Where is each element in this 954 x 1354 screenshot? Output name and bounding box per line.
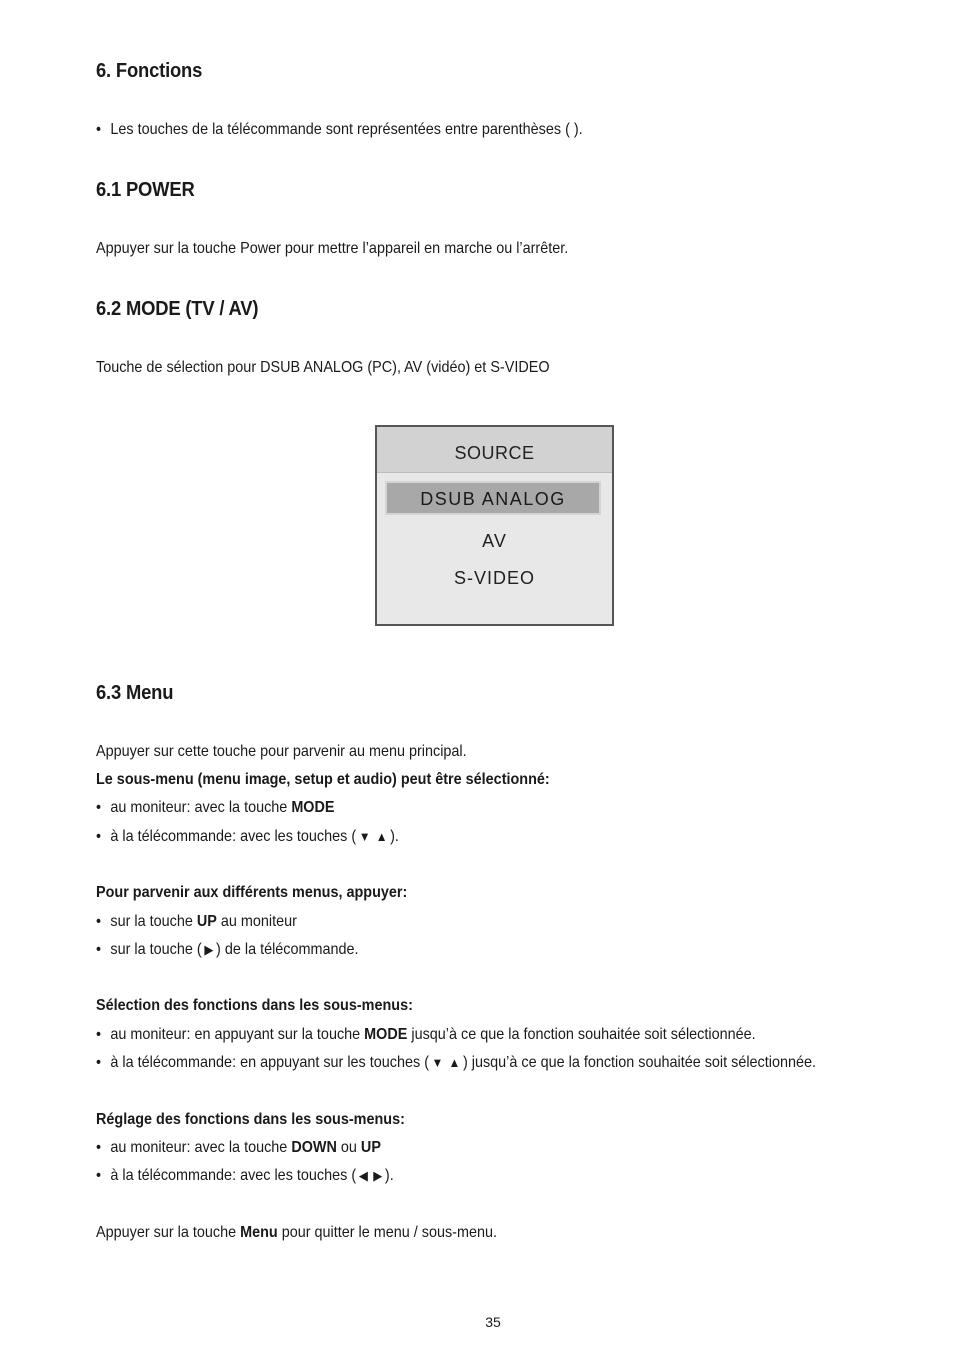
submenu-heading: Le sous-menu (menu image, setup et audio) peut être sélectionné: bbox=[96, 771, 550, 788]
arrow-up-icon: ▲ bbox=[375, 829, 388, 844]
adjust-bullet-remote bbox=[96, 1167, 394, 1185]
text: ) jusqu’à ce que la fonction souhaitée soit sélectionnée. bbox=[462, 1054, 816, 1071]
key-up: UP bbox=[360, 1139, 381, 1156]
text: ) de la télécommande. bbox=[216, 941, 359, 958]
submenu-bullet-monitor bbox=[96, 799, 335, 817]
osd-item-svideo: S-VIDEO bbox=[453, 568, 535, 588]
mode-text: Touche de sélection pour DSUB ANALOG (PC), AV (vidéo) et S-VIDEO bbox=[96, 359, 550, 376]
arrow-right-icon: ▶ bbox=[204, 942, 214, 957]
menu-outro bbox=[96, 1224, 497, 1242]
source-osd-menu bbox=[375, 425, 614, 626]
menus-bullet-remote bbox=[96, 941, 359, 959]
bullet-text: Les touches de la télécommande sont représentées entre parenthèses ( ). bbox=[110, 121, 583, 138]
bullet-remote-keys bbox=[96, 121, 583, 139]
osd-title: SOURCE bbox=[377, 427, 612, 473]
text: au moniteur: avec la touche bbox=[110, 799, 292, 816]
power-text: Appuyer sur la touche Power pour mettre l’appareil en marche ou l’arrêter. bbox=[96, 240, 569, 257]
section-title-fonctions: 6. Fonctions bbox=[96, 60, 203, 82]
arrow-down-icon: ▼ bbox=[358, 829, 371, 844]
adjust-bullet-monitor bbox=[96, 1139, 381, 1157]
selection-bullet-monitor bbox=[96, 1026, 756, 1044]
key-down: DOWN bbox=[291, 1139, 337, 1156]
arrow-down-icon: ▼ bbox=[431, 1055, 444, 1070]
text: Appuyer sur la touche bbox=[96, 1224, 241, 1241]
text: ). bbox=[390, 828, 399, 845]
text: à la télécommande: avec les touches ( bbox=[110, 828, 357, 845]
text: à la télécommande: avec les touches ( bbox=[110, 1167, 357, 1184]
key-up: UP bbox=[196, 913, 217, 930]
key-mode: MODE bbox=[291, 799, 335, 816]
text: pour quitter le menu / sous-menu. bbox=[277, 1224, 498, 1241]
menus-heading: Pour parvenir aux différents menus, appuyer: bbox=[96, 884, 408, 901]
text: ou bbox=[336, 1139, 361, 1156]
section-title-power: 6.1 POWER bbox=[96, 179, 195, 201]
menu-intro: Appuyer sur cette touche pour parvenir au menu principal. bbox=[96, 743, 467, 760]
selection-heading: Sélection des fonctions dans les sous-menus: bbox=[96, 997, 413, 1014]
text: sur la touche bbox=[110, 913, 197, 930]
text: sur la touche ( bbox=[110, 941, 202, 958]
key-menu: Menu bbox=[240, 1224, 278, 1241]
menus-bullet-monitor bbox=[96, 913, 297, 931]
section-title-mode: 6.2 MODE (TV / AV) bbox=[96, 298, 259, 320]
arrow-right-icon: ▶ bbox=[373, 1168, 383, 1183]
text: ). bbox=[384, 1167, 394, 1184]
arrow-left-icon: ◀ bbox=[358, 1168, 368, 1183]
page-number: 35 bbox=[485, 1314, 501, 1330]
adjust-heading: Réglage des fonctions dans les sous-menus: bbox=[96, 1111, 405, 1128]
osd-selected-item: DSUB ANALOG bbox=[385, 481, 601, 515]
arrow-up-icon: ▲ bbox=[448, 1055, 461, 1070]
text: au moniteur bbox=[216, 913, 297, 930]
submenu-bullet-remote bbox=[96, 828, 399, 846]
text: jusqu’à ce que la fonction souhaitée soit sélectionnée. bbox=[407, 1026, 756, 1043]
text: au moniteur: en appuyant sur la touche bbox=[110, 1026, 365, 1043]
key-mode: MODE bbox=[364, 1026, 408, 1043]
text: au moniteur: avec la touche bbox=[110, 1139, 292, 1156]
osd-item-av: AV bbox=[482, 531, 507, 551]
selection-bullet-remote bbox=[96, 1054, 816, 1072]
section-title-menu: 6.3 Menu bbox=[96, 682, 174, 704]
text: à la télécommande: en appuyant sur les touches ( bbox=[110, 1054, 429, 1071]
